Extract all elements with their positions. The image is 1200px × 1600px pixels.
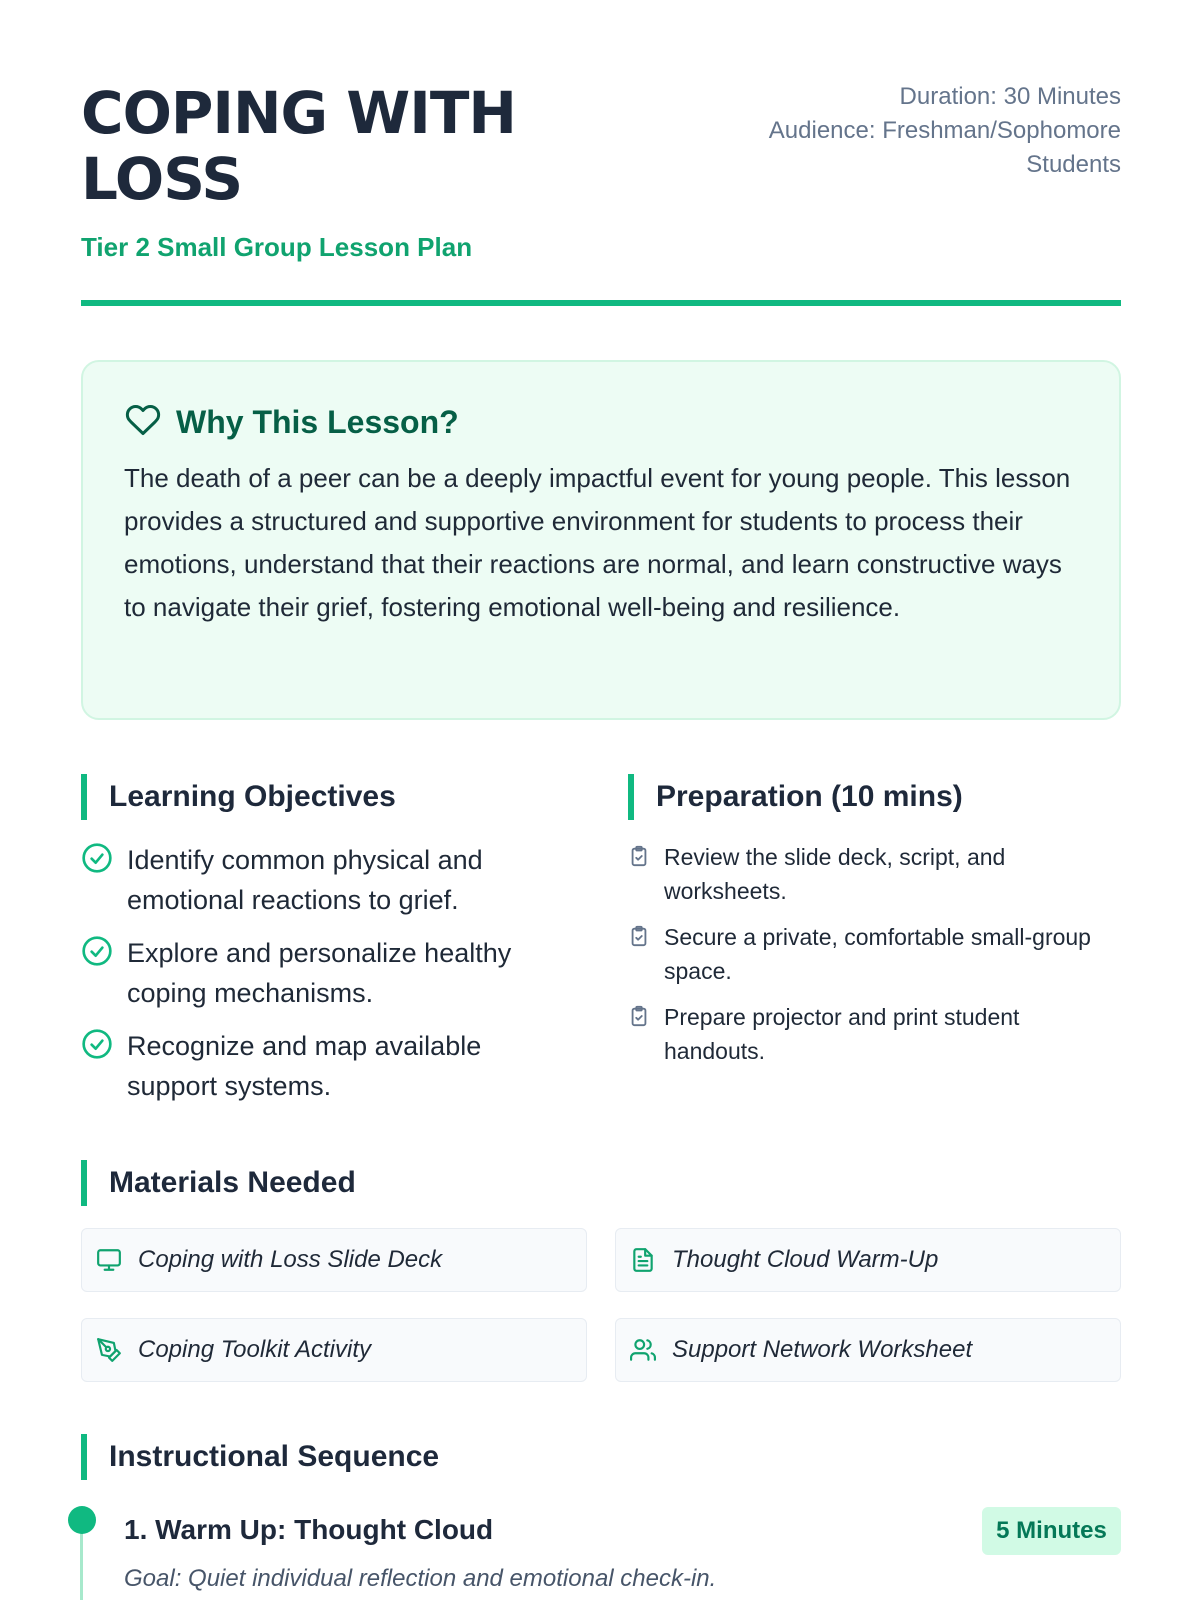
material-item — [615, 1318, 1121, 1382]
duration-text: Duration: 30 Minutes — [899, 83, 1121, 110]
duration-badge: 5 Minutes — [982, 1507, 1121, 1555]
check-circle-icon — [81, 935, 113, 967]
heart-icon — [124, 402, 162, 443]
timeline-dot — [68, 1506, 96, 1534]
lesson-meta — [701, 80, 1121, 182]
objective-text: Identify common physical and emotional reactions to grief. — [127, 845, 483, 915]
list-item — [81, 840, 551, 920]
material-label: Support Network Worksheet — [672, 1336, 973, 1363]
preparation-heading: Preparation (10 mins) — [628, 774, 963, 820]
why-lesson-text: The death of a peer can be a deeply impactful event for young people. This lesson provides a structured and supportive environment for students to process their emotions, understand that their reactions are normal, and learn constructive ways to navigate their grief, fostering emotional well-being and resilience. — [124, 463, 1071, 622]
lesson-header — [81, 80, 1121, 306]
preparation-list — [628, 840, 1098, 1080]
materials-heading: Materials Needed — [81, 1160, 356, 1206]
material-label: Coping with Loss Slide Deck — [138, 1246, 443, 1273]
why-lesson-title: Why This Lesson? — [176, 404, 459, 440]
check-circle-icon — [81, 1028, 113, 1060]
users-icon — [630, 1337, 656, 1363]
document-icon — [630, 1247, 656, 1273]
pen-tool-icon — [96, 1337, 122, 1363]
objective-text: Explore and personalize healthy coping mechanisms. — [127, 938, 512, 1008]
list-item — [628, 920, 1098, 988]
why-lesson-header — [124, 402, 1079, 443]
step-title: 1. Warm Up: Thought Cloud — [124, 1514, 494, 1545]
material-item — [81, 1228, 587, 1292]
material-label: Coping Toolkit Activity — [138, 1336, 371, 1363]
why-lesson-panel — [81, 360, 1121, 720]
list-item — [81, 933, 551, 1013]
list-item — [628, 840, 1098, 908]
objectives-heading: Learning Objectives — [81, 774, 396, 820]
clipboard-check-icon — [628, 844, 650, 868]
audience-text: Audience: Freshman/Sophomore Students — [768, 117, 1121, 178]
monitor-icon — [96, 1247, 122, 1273]
preparation-text: Review the slide deck, script, and worksheets. — [664, 844, 1006, 904]
clipboard-check-icon — [628, 1004, 650, 1028]
preparation-text: Secure a private, comfortable small-group space. — [664, 924, 1091, 984]
objective-text: Recognize and map available support systems. — [127, 1031, 482, 1101]
material-item — [81, 1318, 587, 1382]
material-item — [615, 1228, 1121, 1292]
list-item — [628, 1000, 1098, 1068]
preparation-text: Prepare projector and print student handouts. — [664, 1004, 1020, 1064]
page-title: COPING WITH LOSS — [81, 79, 516, 213]
material-label: Thought Cloud Warm-Up — [672, 1246, 939, 1273]
list-item — [81, 1026, 551, 1106]
step-goal: Goal: Quiet individual reflection and emotional check-in. — [124, 1565, 717, 1592]
page-subtitle: Tier 2 Small Group Lesson Plan — [81, 232, 473, 262]
clipboard-check-icon — [628, 924, 650, 948]
check-circle-icon — [81, 842, 113, 874]
sequence-heading: Instructional Sequence — [81, 1434, 439, 1480]
objectives-list — [81, 840, 551, 1119]
